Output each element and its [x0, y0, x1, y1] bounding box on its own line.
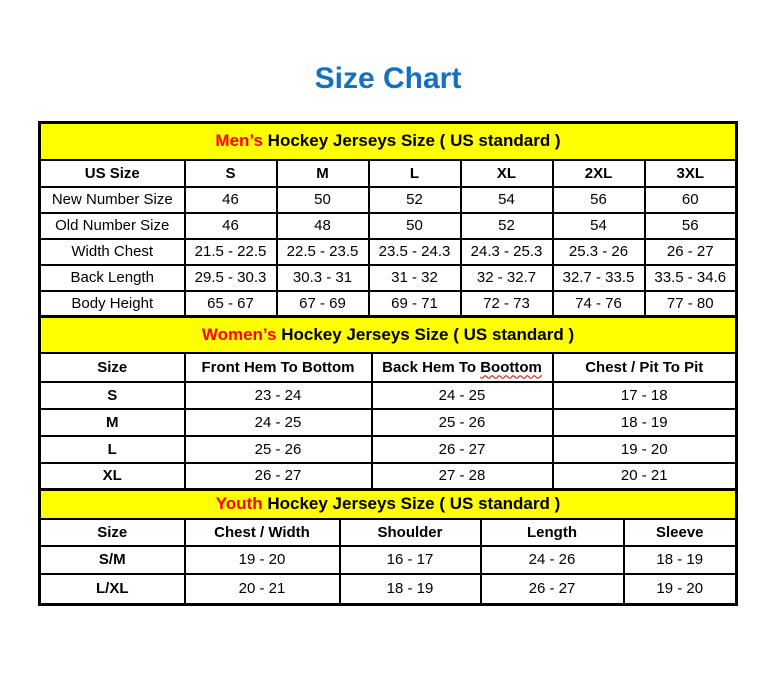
mens-col-2xl: 2XL: [553, 160, 645, 187]
size-cell: 23 - 24: [185, 382, 372, 409]
table-row: [40, 463, 737, 490]
womens-section-header-row: [40, 317, 737, 353]
youth-col-chest-width: Chest / Width: [185, 519, 340, 546]
row-label: New Number Size: [40, 187, 185, 213]
womens-col-back-hem: [372, 353, 553, 382]
size-cell: 56: [645, 213, 737, 239]
mens-col-xl: XL: [461, 160, 553, 187]
row-label: XL: [40, 463, 185, 490]
size-cell: 54: [461, 187, 553, 213]
mens-highlight: Men’s: [215, 131, 263, 151]
womens-column-header-row: [40, 353, 737, 382]
size-cell: 29.5 - 30.3: [185, 265, 277, 291]
size-cell: 65 - 67: [185, 291, 277, 317]
mens-col-3xl: 3XL: [645, 160, 737, 187]
table-row: [40, 546, 737, 574]
mens-col-m: M: [277, 160, 369, 187]
size-cell: 24 - 25: [185, 409, 372, 436]
size-cell: 19 - 20: [185, 546, 340, 574]
size-cell: 52: [369, 187, 461, 213]
size-cell: 24.3 - 25.3: [461, 239, 553, 265]
youth-highlight: Youth: [215, 494, 263, 514]
size-cell: 18 - 19: [553, 409, 737, 436]
size-cell: 17 - 18: [553, 382, 737, 409]
table-row: [40, 291, 737, 317]
size-cell: 16 - 17: [340, 546, 481, 574]
row-label: Old Number Size: [40, 213, 185, 239]
mens-col-s: S: [185, 160, 277, 187]
mens-section-header: [40, 123, 737, 160]
youth-size-table: [38, 488, 738, 606]
size-cell: 18 - 19: [624, 546, 737, 574]
size-cell: 25.3 - 26: [553, 239, 645, 265]
back-hem-prefix: Back Hem To: [382, 358, 481, 376]
size-cell: 77 - 80: [645, 291, 737, 317]
womens-col-size: Size: [40, 353, 185, 382]
womens-header-rest: Hockey Jerseys Size ( US standard ): [276, 324, 575, 344]
size-cell: 26 - 27: [372, 436, 553, 463]
size-cell: 24 - 26: [481, 546, 624, 574]
table-row: [40, 574, 737, 605]
mens-col-l: L: [369, 160, 461, 187]
size-cell: 50: [369, 213, 461, 239]
size-cell: 22.5 - 23.5: [277, 239, 369, 265]
youth-header-rest: Hockey Jerseys Size ( US standard ): [262, 494, 561, 514]
womens-col-chest: Chest / Pit To Pit: [553, 353, 737, 382]
size-cell: 72 - 73: [461, 291, 553, 317]
size-cell: 50: [277, 187, 369, 213]
size-cell: 26 - 27: [645, 239, 737, 265]
size-cell: 20 - 21: [185, 574, 340, 605]
womens-section-header: [40, 317, 737, 353]
row-label: S/M: [40, 546, 185, 574]
table-row: [40, 409, 737, 436]
youth-col-shoulder: Shoulder: [340, 519, 481, 546]
size-cell: 46: [185, 213, 277, 239]
womens-highlight: Women’s: [201, 324, 277, 344]
row-label: M: [40, 409, 185, 436]
size-cell: 21.5 - 22.5: [185, 239, 277, 265]
youth-col-size: Size: [40, 519, 185, 546]
mens-header-rest: Hockey Jerseys Size ( US standard ): [262, 131, 561, 151]
size-cell: 74 - 76: [553, 291, 645, 317]
youth-col-sleeve: Sleeve: [624, 519, 737, 546]
row-label: Width Chest: [40, 239, 185, 265]
row-label: L/XL: [40, 574, 185, 605]
youth-column-header-row: [40, 519, 737, 546]
misspelled-word-squiggle: Boottom: [480, 358, 542, 376]
size-cell: 24 - 25: [372, 382, 553, 409]
size-cell: 69 - 71: [369, 291, 461, 317]
youth-section-header-row: [40, 490, 737, 519]
size-cell: 52: [461, 213, 553, 239]
size-cell: 23.5 - 24.3: [369, 239, 461, 265]
size-cell: 18 - 19: [340, 574, 481, 605]
page-title: Size Chart: [314, 62, 462, 95]
size-cell: 26 - 27: [185, 463, 372, 490]
table-row: [40, 436, 737, 463]
size-cell: 25 - 26: [372, 409, 553, 436]
youth-section-header: [40, 490, 737, 519]
size-cell: 25 - 26: [185, 436, 372, 463]
table-row: [40, 213, 737, 239]
row-label: L: [40, 436, 185, 463]
size-cell: 19 - 20: [553, 436, 737, 463]
size-cell: 30.3 - 31: [277, 265, 369, 291]
size-cell: 56: [553, 187, 645, 213]
womens-col-front-hem: Front Hem To Bottom: [185, 353, 372, 382]
size-cell: 32 - 32.7: [461, 265, 553, 291]
size-cell: 46: [185, 187, 277, 213]
womens-size-table: [38, 315, 738, 491]
size-tables-container: [38, 121, 738, 606]
size-cell: 32.7 - 33.5: [553, 265, 645, 291]
table-row: [40, 382, 737, 409]
size-cell: 27 - 28: [372, 463, 553, 490]
size-cell: 67 - 69: [277, 291, 369, 317]
table-row: [40, 239, 737, 265]
size-cell: 20 - 21: [553, 463, 737, 490]
size-cell: 33.5 - 34.6: [645, 265, 737, 291]
mens-section-header-row: [40, 123, 737, 160]
mens-col-us-size: US Size: [40, 160, 185, 187]
table-row: [40, 187, 737, 213]
size-cell: 19 - 20: [624, 574, 737, 605]
size-cell: 60: [645, 187, 737, 213]
row-label: Back Length: [40, 265, 185, 291]
size-cell: 26 - 27: [481, 574, 624, 605]
mens-column-header-row: [40, 160, 737, 187]
table-row: [40, 265, 737, 291]
row-label: Body Height: [40, 291, 185, 317]
youth-col-length: Length: [481, 519, 624, 546]
row-label: S: [40, 382, 185, 409]
mens-size-table: [38, 121, 738, 318]
size-cell: 31 - 32: [369, 265, 461, 291]
size-cell: 48: [277, 213, 369, 239]
size-cell: 54: [553, 213, 645, 239]
